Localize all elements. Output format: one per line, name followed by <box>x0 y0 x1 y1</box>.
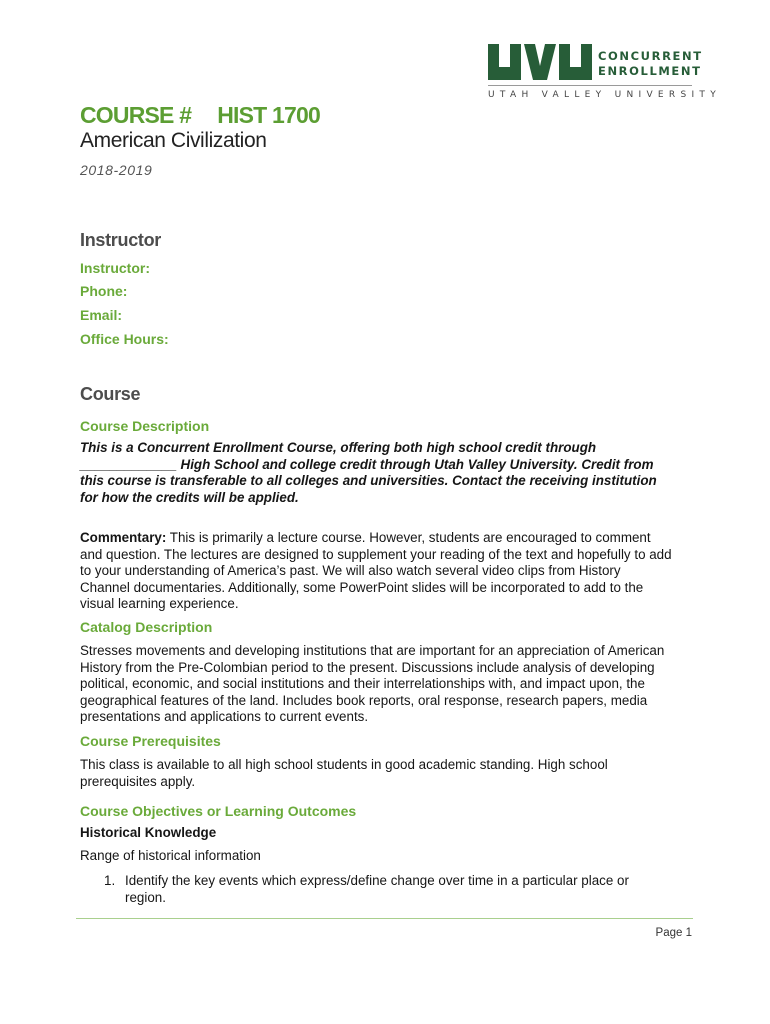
historical-knowledge-heading: Historical Knowledge <box>80 825 217 840</box>
description-line: this course is transferable to all colleges and universities. Contact the receiving institution <box>80 473 657 489</box>
catalog-line: Stresses movements and developing institutions that are important for an appreciation of American <box>80 643 665 658</box>
phone-label: Phone: <box>80 283 128 299</box>
course-prerequisites-text <box>80 757 700 790</box>
catalog-line: History from the Pre-Colombian period to the present. Discussions include analysis of developing <box>80 659 655 675</box>
instructor-label: Instructor: <box>80 260 150 276</box>
commentary-line: This is primarily a lecture course. However, students are encouraged to comment <box>166 530 651 545</box>
catalog-description-text <box>80 643 700 726</box>
course-prerequisites-heading: Course Prerequisites <box>80 733 221 749</box>
description-line: for how the credits will be applied. <box>80 489 299 505</box>
course-heading: Course <box>80 384 141 404</box>
commentary-line: to your understanding of America’s past. We will also watch several video clips from History <box>80 563 621 579</box>
course-label: COURSE # <box>80 102 192 128</box>
list-item-number: 1. <box>104 873 116 888</box>
description-line: _____________ High School and college credit through Utah Valley University. Credit from <box>80 456 654 472</box>
description-line: This is a Concurrent Enrollment Course, offering both high school credit through <box>80 440 597 455</box>
uvu-logo <box>488 44 722 104</box>
academic-year: 2018-2019 <box>80 162 153 178</box>
list-item-line: Identify the key events which express/define change over time in a particular place or <box>125 873 629 888</box>
logo-line-concurrent: CONCURRENT <box>598 49 703 63</box>
course-name: American Civilization <box>80 129 267 152</box>
commentary-label: Commentary: <box>80 530 167 545</box>
course-number: HIST 1700 <box>217 102 320 128</box>
list-item-line: region. <box>125 890 166 905</box>
office-hours-label: Office Hours: <box>80 331 169 347</box>
catalog-line: political, economic, and social institutions and their interrelationships with, and impact upon, the <box>80 676 645 692</box>
range-text: Range of historical information <box>80 848 261 863</box>
course-title <box>80 102 320 129</box>
page-number: Page 1 <box>655 927 692 939</box>
footer-divider <box>76 918 693 919</box>
logo-divider <box>488 85 692 86</box>
commentary-line: Channel documentaries. Additionally, some PowerPoint slides will be incorporated to add to the <box>80 579 644 595</box>
instructor-heading: Instructor <box>80 230 162 250</box>
commentary-line: and question. The lectures are designed to supplement your reading of the text and hopefully to add <box>80 546 672 562</box>
email-label: Email: <box>80 307 123 323</box>
logo-university-name: UTAH VALLEY UNIVERSITY <box>488 90 722 100</box>
prereq-line: prerequisites apply. <box>80 773 196 789</box>
course-objectives-heading: Course Objectives or Learning Outcomes <box>80 803 357 819</box>
commentary-line: visual learning experience. <box>80 596 239 612</box>
catalog-description-heading: Catalog Description <box>80 619 213 635</box>
commentary-text <box>80 530 700 613</box>
course-description-text <box>80 440 700 506</box>
prereq-line: This class is available to all high school students in good academic standing. High school <box>80 757 608 772</box>
logo-line-enrollment: ENROLLMENT <box>598 64 702 78</box>
list-item-text <box>125 872 675 906</box>
uvu-logo-mark <box>488 44 592 80</box>
course-description-heading: Course Description <box>80 418 210 434</box>
catalog-line: geographical features of the land. Includes book reports, oral response, research papers, media <box>80 692 648 708</box>
catalog-line: presentations and applications to current events. <box>80 709 369 725</box>
